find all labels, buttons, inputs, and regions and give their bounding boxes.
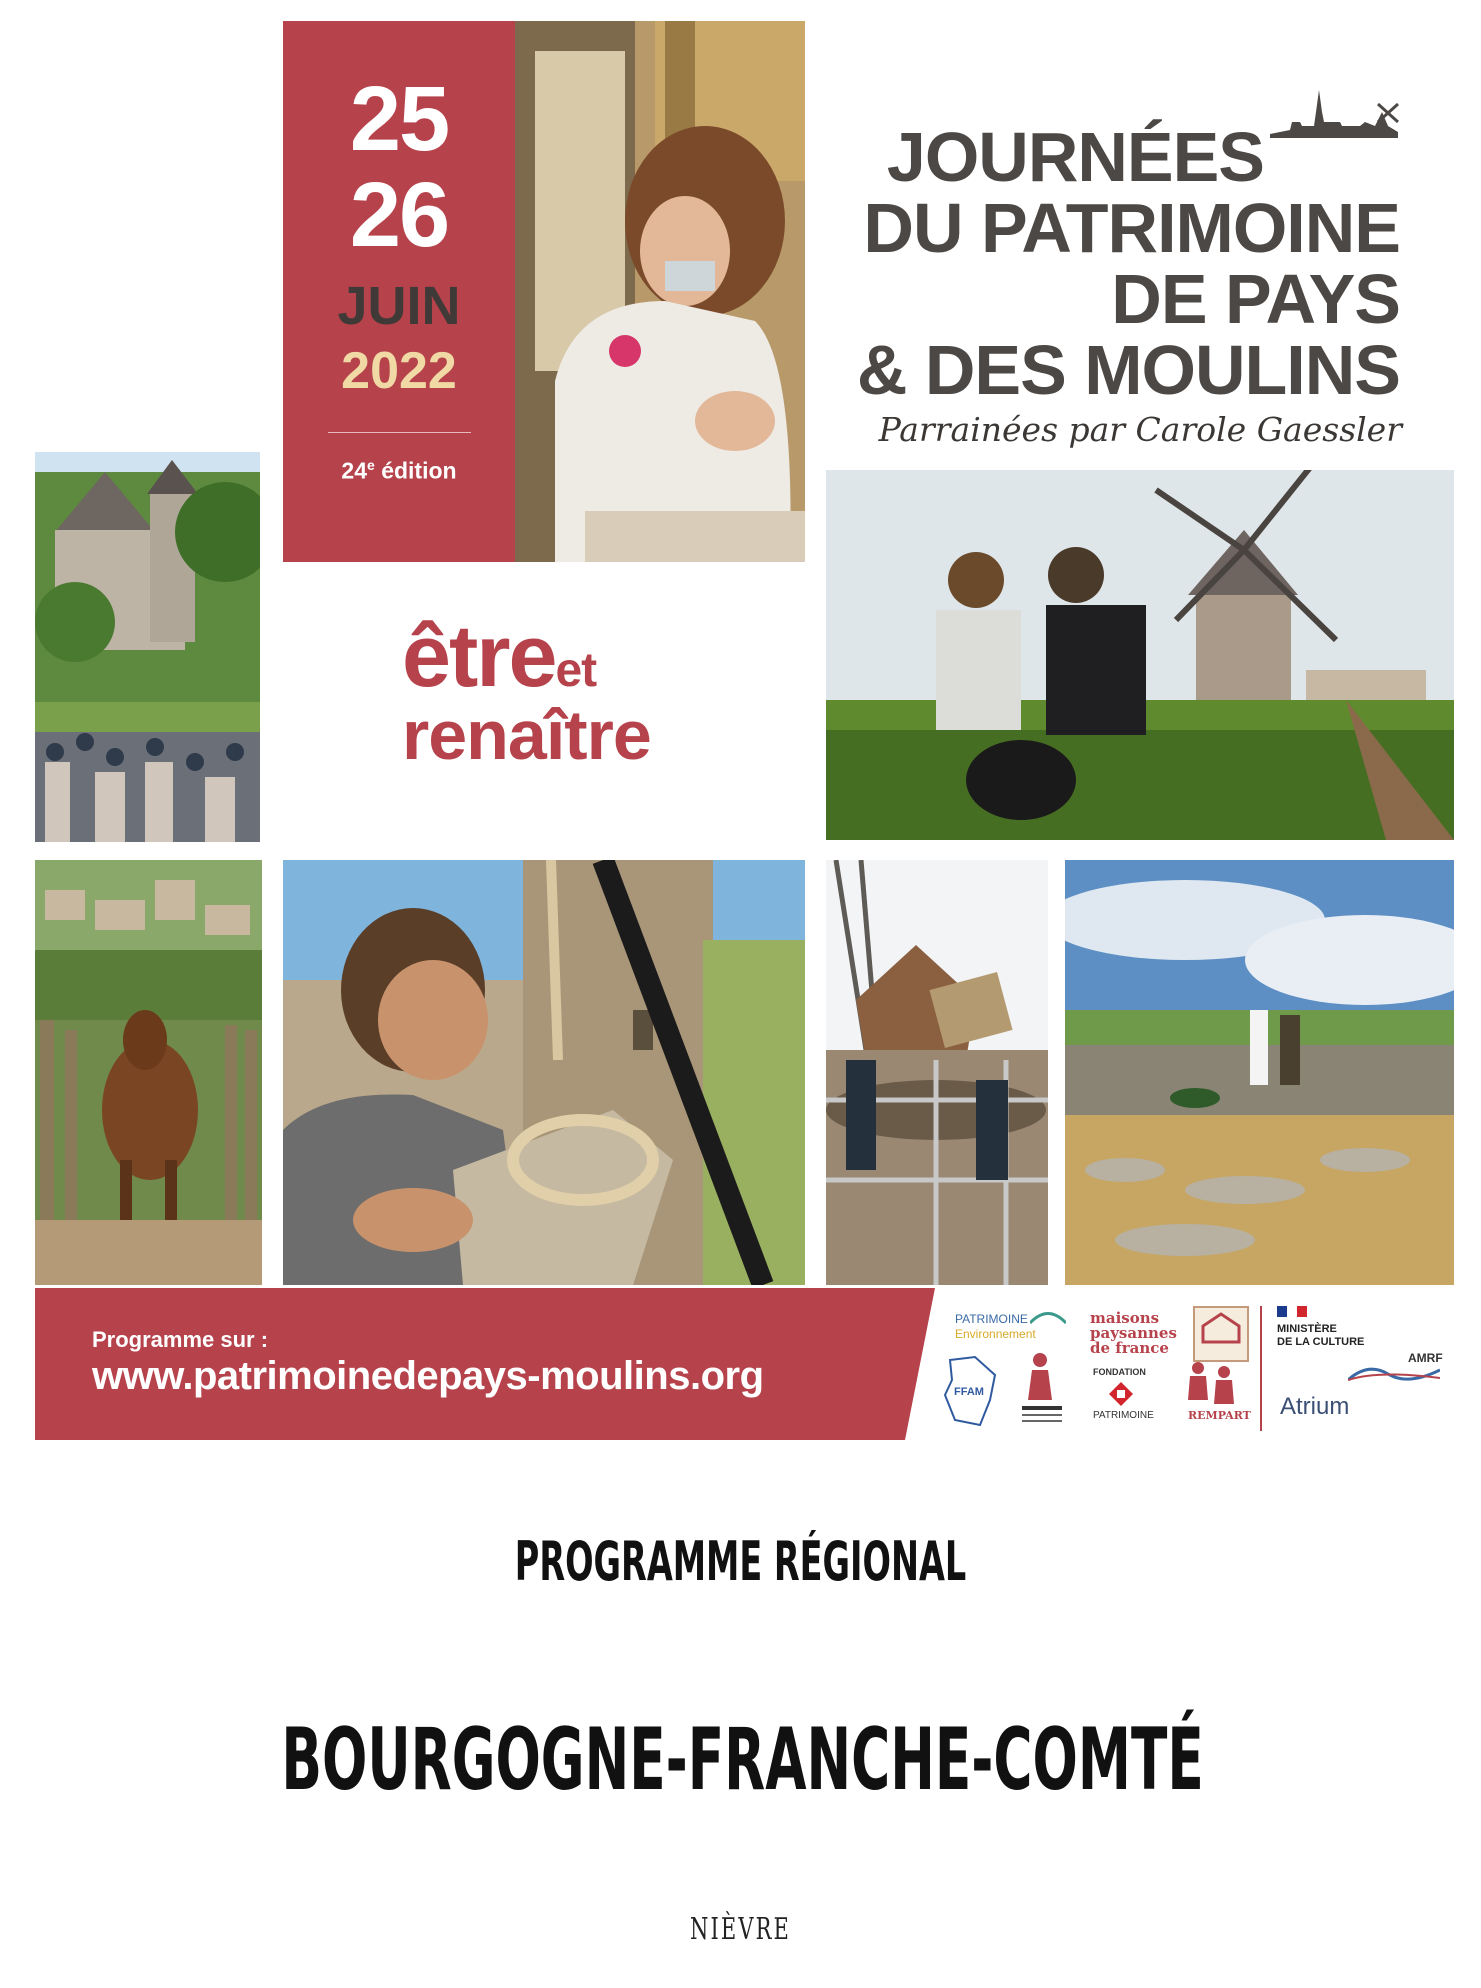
amrf-logo-text: AMRF [1408,1351,1443,1365]
patrimoine-environnement-logo-line-1: PATRIMOINE [955,1312,1028,1326]
date-day-2: 26 [349,164,449,266]
slogan-word-et: et [555,644,597,697]
department-name: NIÈVRE [690,1912,791,1947]
photo-dry-stone-wall [1065,860,1454,1285]
fondation-logo-line-2: PATRIMOINE [1093,1410,1154,1421]
ministere-logo-line-1: MINISTÈRE [1277,1323,1337,1335]
fondation-patrimoine-icon [1108,1381,1134,1407]
slogan-word-etre: être [402,606,556,705]
patrimoine-environnement-logo-line-2: Environnement [955,1327,1036,1341]
bridge-icon [1030,1310,1066,1324]
village-silhouette-icon [1270,82,1400,144]
photo-stone-carver [515,21,805,562]
photo-castle-crowd [35,452,260,842]
french-flag-icon [1277,1306,1307,1317]
title-line-2: DU PATRIMOINE [863,189,1400,267]
photo-stone-lifting [283,860,805,1285]
edition-superscript: e [367,457,375,473]
program-url-link[interactable]: www.patrimoinedepays-moulins.org [92,1354,764,1398]
maisons-paysannes-logo-line-3: de france [1090,1339,1169,1357]
atrium-logo-text: Atrium [1280,1393,1350,1420]
edition-label [283,457,515,485]
slogan-line-1 [402,606,597,705]
rempart-workers-icon [1184,1360,1240,1406]
date-month: JUIN [337,276,461,336]
amrf-landscape-icon [1348,1358,1440,1382]
petites-cites-logo [1193,1306,1249,1362]
maisons-paysannes-logo-line-2: paysannes [1090,1324,1177,1342]
date-year: 2022 [341,342,457,400]
photo-horse-vineyard [35,860,262,1285]
date-day-1: 25 [349,68,449,170]
date-divider [328,432,471,433]
photo-windmill-vineyard [826,470,1454,840]
maisons-paysannes-logo-line-1: maisons [1090,1309,1160,1327]
house-icon [1195,1308,1247,1348]
title-line-1: JOURNÉES [886,118,1264,196]
edition-number: 24 [341,457,367,484]
logo-divider [1260,1306,1262,1431]
title-line-3: DE PAYS [1111,260,1400,338]
program-label: Programme sur : [92,1327,269,1352]
sponsor-text: Parrainées par Carole Gaessler [878,410,1402,449]
ffam-logo-text: FFAM [954,1386,984,1398]
farmer-figure-icon [1018,1350,1066,1430]
rempart-logo-text: REMPART [1188,1409,1251,1422]
slogan-line-2: renaître [402,696,651,774]
edition-word: édition [381,457,457,484]
title-line-4: & DES MOULINS [856,331,1400,409]
photo-windmill-restoration [826,860,1048,1285]
date-block [283,21,515,562]
ministere-logo-line-2: DE LA CULTURE [1277,1336,1365,1348]
fondation-logo-line-1: FONDATION [1093,1367,1146,1377]
region-title: BOURGOGNE-FRANCHE-COMTÉ [281,1710,1204,1810]
program-subtitle: PROGRAMME RÉGIONAL [514,1530,967,1593]
